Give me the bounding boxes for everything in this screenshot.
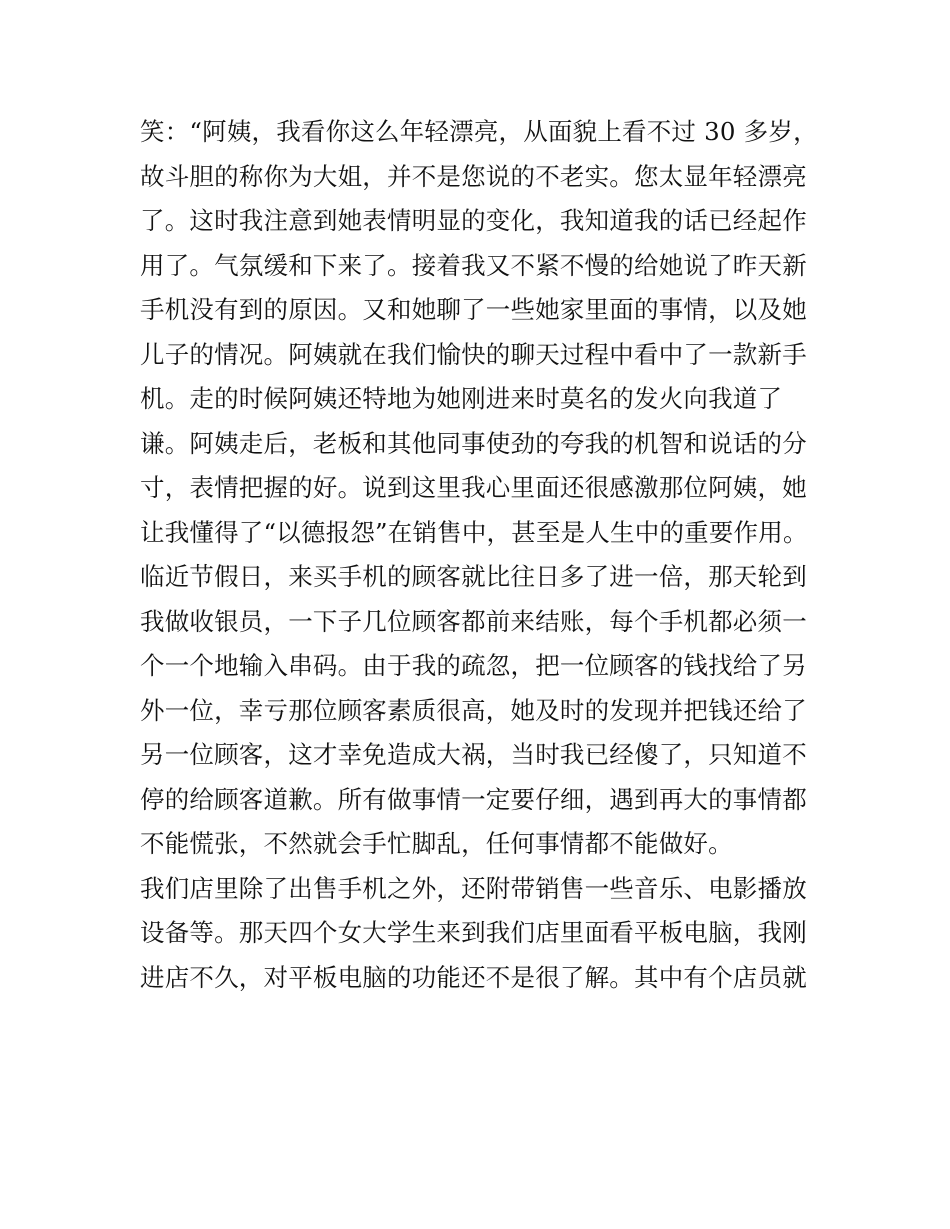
text-line: 我做收银员，一下子几位顾客都前来结账，每个手机都必须一 [140,606,807,636]
text-line: 故斗胆的称你为大姐，并不是您说的不老实。您太显年轻漂亮 [140,161,807,191]
text-line: 了。这时我注意到她表情明显的变化，我知道我的话已经起作 [140,206,807,235]
text-line: 设备等。那天四个女大学生来到我们店里面看平板电脑，我刚 [140,918,807,947]
text-line: 另一位顾客，这才幸免造成大祸，当时我已经傻了，只知道不 [140,740,807,769]
text-line: 临近节假日，来买手机的顾客就比往日多了进一倍，那天轮到 [140,562,807,591]
text-line: 手机没有到的原因。又和她聊了一些她家里面的事情，以及她 [140,295,807,324]
text-line: 让我懂得了“以德报怨”在销售中，甚至是人生中的重要作用。 [140,517,808,547]
text-line: 笑：“阿姨，我看你这么年轻漂亮，从面貌上看不过 30 多岁， [140,117,818,146]
text-line: 不能慌张，不然就会手忙脚乱，任何事情都不能做好。 [140,829,733,858]
text-line: 谦。阿姨走后，老板和其他同事使劲的夸我的机智和说话的分 [140,428,807,458]
body-text [140,110,830,1000]
text-line: 用了。气氛缓和下来了。接着我又不紧不慢的给她说了昨天新 [140,250,807,280]
text-line: 进店不久，对平板电脑的功能还不是很了解。其中有个店员就 [140,962,807,992]
text-line: 停的给顾客道歉。所有做事情一定要仔细，遇到再大的事情都 [140,784,807,814]
text-line: 外一位，幸亏那位顾客素质很高，她及时的发现并把钱还给了 [140,695,807,725]
text-line: 个一个地输入串码。由于我的疏忽，把一位顾客的钱找给了另 [140,651,807,680]
text-line: 我们店里除了出售手机之外，还附带销售一些音乐、电影播放 [140,873,807,903]
text-line: 儿子的情况。阿姨就在我们愉快的聊天过程中看中了一款新手 [140,339,807,369]
text-line: 机。走的时候阿姨还特地为她刚进来时莫名的发火向我道了 [140,384,783,413]
text-line: 寸，表情把握的好。说到这里我心里面还很感激那位阿姨，她 [140,473,807,502]
